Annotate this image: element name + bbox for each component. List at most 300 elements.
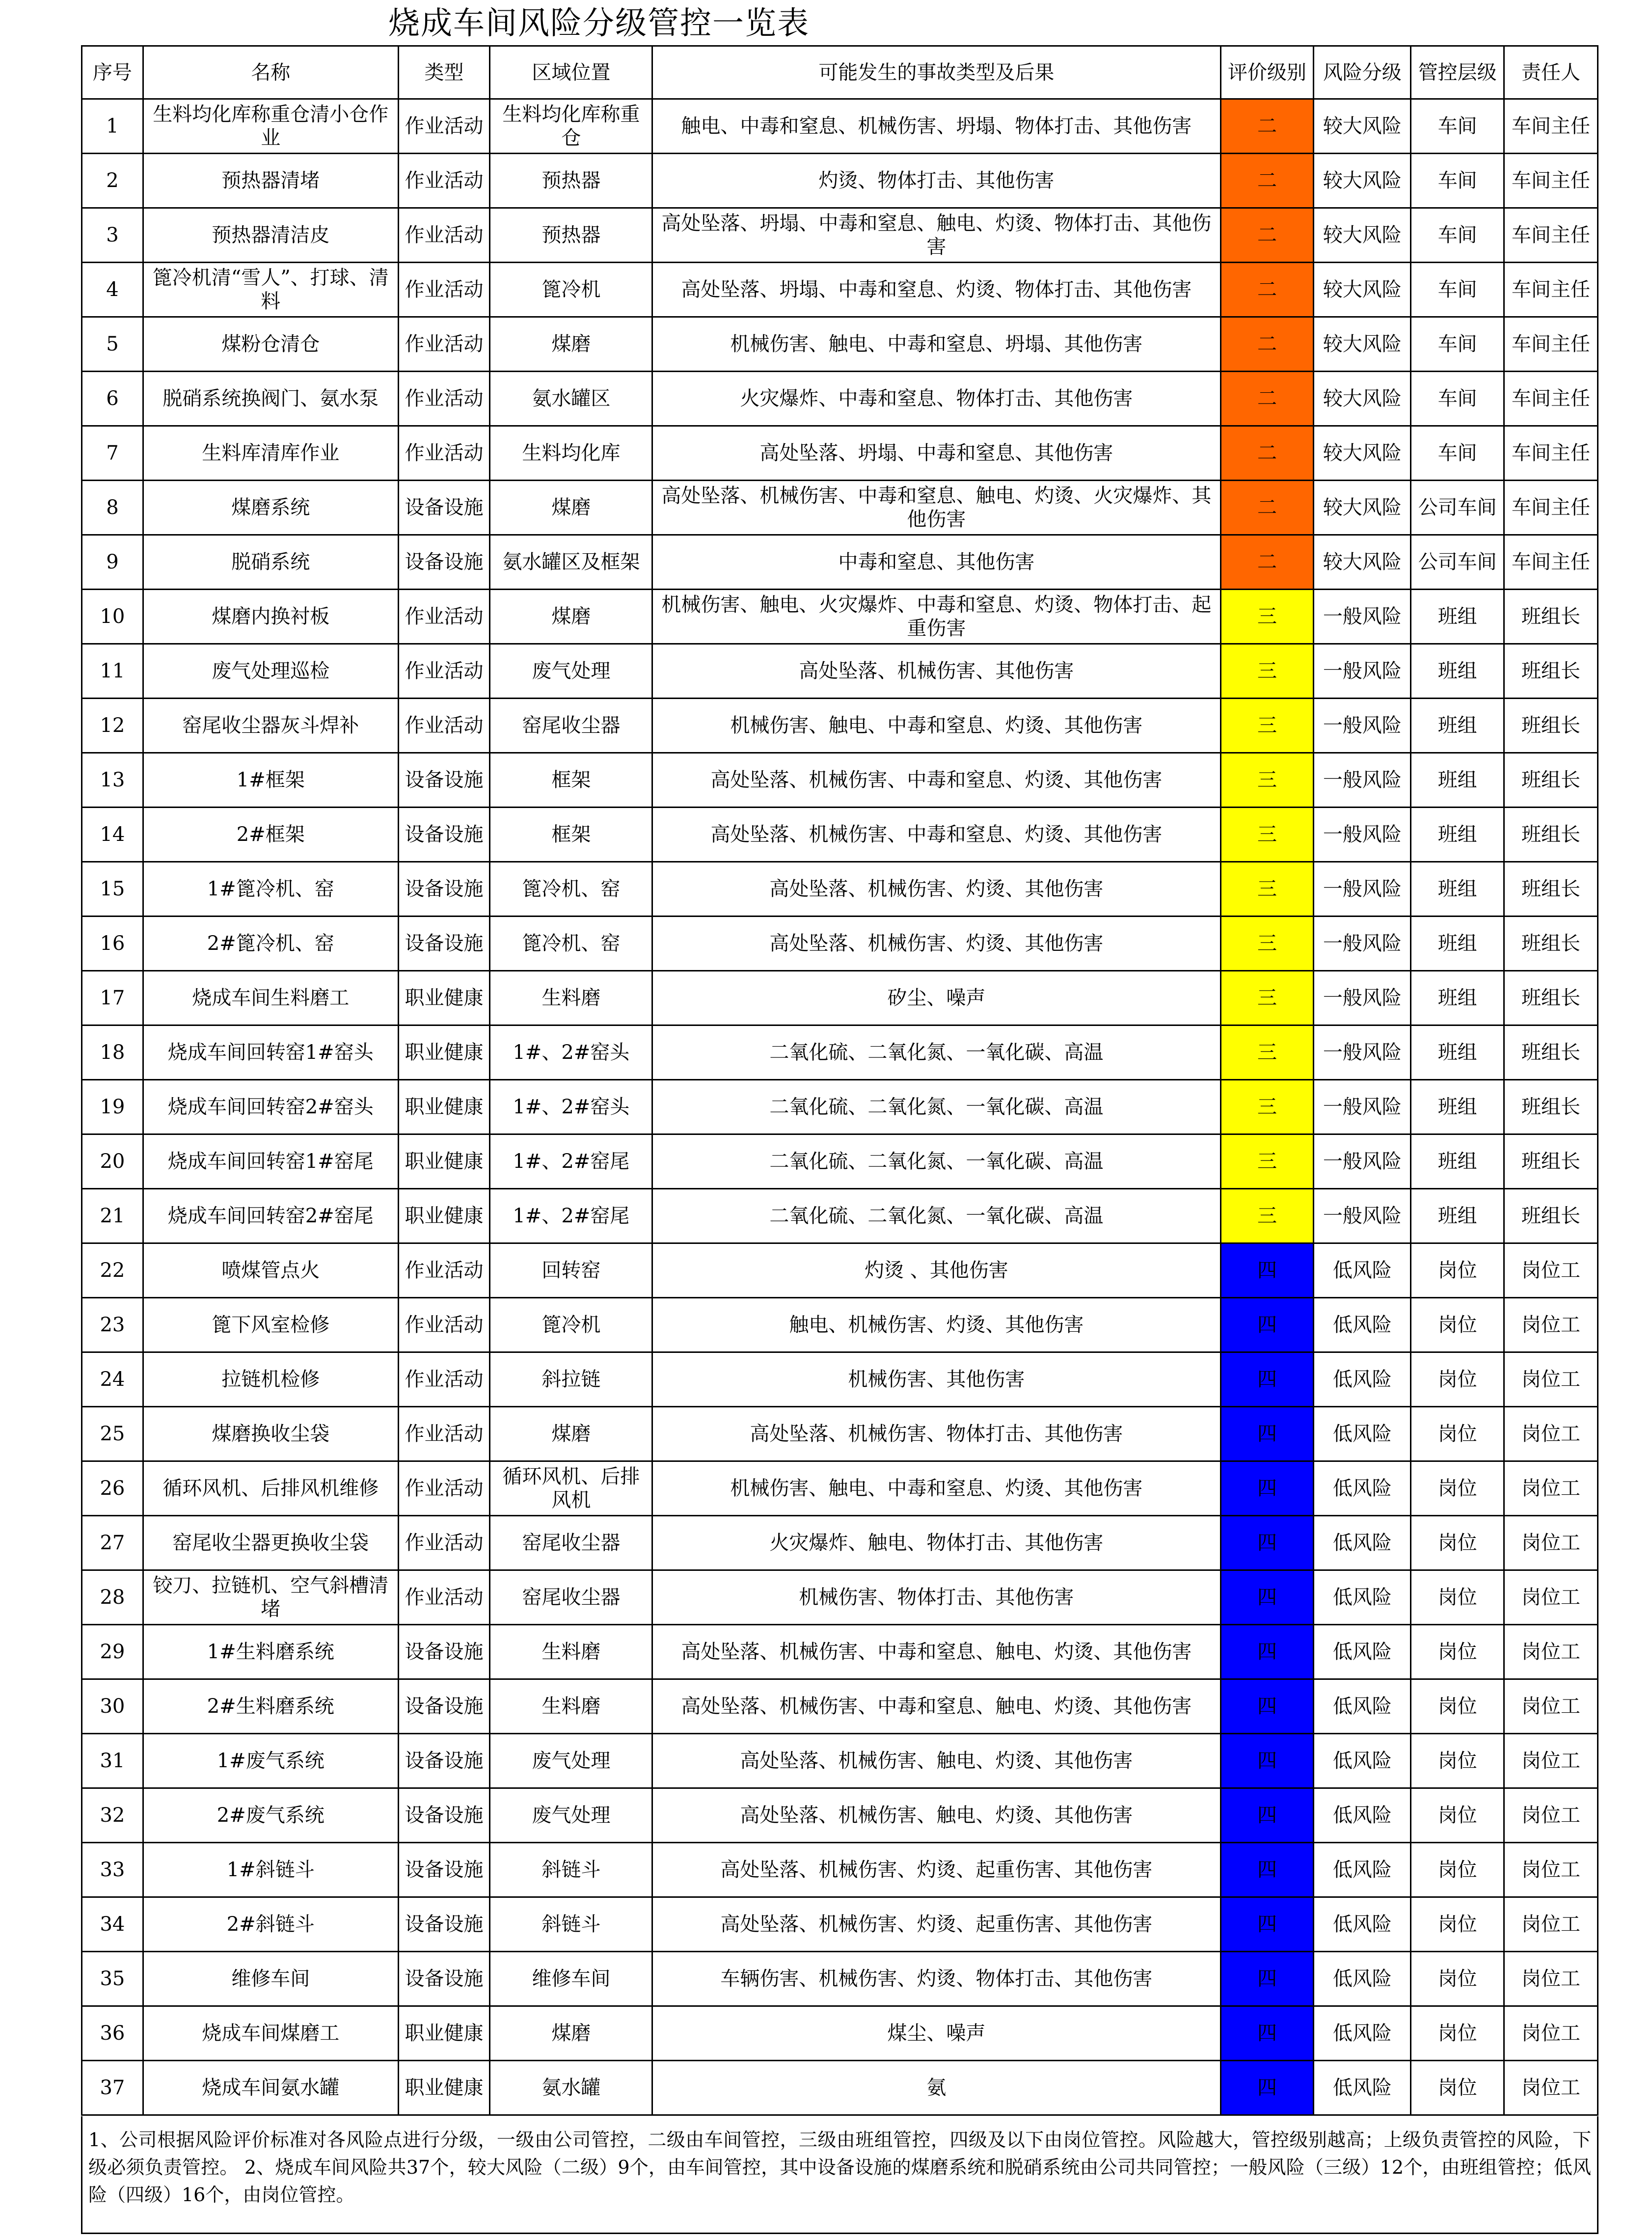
cell-name: 2#篦冷机、窑 xyxy=(143,916,398,971)
cell-risk: 一般风险 xyxy=(1314,1080,1411,1134)
cell-type: 职业健康 xyxy=(398,1189,490,1243)
table-row xyxy=(82,535,1598,590)
cell-risk: 低风险 xyxy=(1314,1243,1411,1298)
cell-area: 篦冷机 xyxy=(490,263,652,317)
cell-type: 作业活动 xyxy=(398,372,490,426)
cell-control: 岗位 xyxy=(1411,1679,1504,1734)
cell-area: 循环风机、后排风机 xyxy=(490,1461,652,1516)
cell-no: 11 xyxy=(82,644,143,699)
cell-hazard: 二氧化硫、二氧化氮、一氧化碳、高温 xyxy=(652,1025,1220,1080)
cell-area: 1#、2#窑尾 xyxy=(490,1134,652,1189)
cell-area: 氨水罐 xyxy=(490,2061,652,2115)
header-level: 评价级别 xyxy=(1220,46,1314,99)
cell-name: 煤磨换收尘袋 xyxy=(143,1407,398,1461)
cell-level: 四 xyxy=(1220,1952,1314,2006)
cell-control: 岗位 xyxy=(1411,2061,1504,2115)
cell-risk: 低风险 xyxy=(1314,1461,1411,1516)
cell-name: 1#生料磨系统 xyxy=(143,1625,398,1679)
cell-no: 32 xyxy=(82,1788,143,1843)
cell-level: 四 xyxy=(1220,1897,1314,1952)
cell-risk: 低风险 xyxy=(1314,1679,1411,1734)
cell-name: 预热器清堵 xyxy=(143,154,398,208)
cell-owner: 岗位工 xyxy=(1504,2006,1598,2061)
cell-area: 1#、2#窑头 xyxy=(490,1025,652,1080)
cell-owner: 班组长 xyxy=(1504,1080,1598,1134)
cell-name: 2#废气系统 xyxy=(143,1788,398,1843)
cell-type: 作业活动 xyxy=(398,263,490,317)
cell-hazard: 高处坠落、机械伤害、中毒和窒息、触电、灼烫、其他伤害 xyxy=(652,1679,1220,1734)
cell-owner: 班组长 xyxy=(1504,644,1598,699)
cell-area: 煤磨 xyxy=(490,1407,652,1461)
cell-area: 窑尾收尘器 xyxy=(490,1516,652,1570)
cell-owner: 车间主任 xyxy=(1504,317,1598,372)
table-row xyxy=(82,1516,1598,1570)
cell-area: 煤磨 xyxy=(490,2006,652,2061)
cell-name: 生料库清库作业 xyxy=(143,426,398,481)
cell-level: 四 xyxy=(1220,1679,1314,1734)
cell-area: 窑尾收尘器 xyxy=(490,1570,652,1625)
cell-level: 二 xyxy=(1220,481,1314,535)
cell-name: 1#篦冷机、窑 xyxy=(143,862,398,916)
cell-hazard: 机械伤害、触电、中毒和窒息、坍塌、其他伤害 xyxy=(652,317,1220,372)
cell-control: 班组 xyxy=(1411,699,1504,753)
cell-hazard: 触电、机械伤害、灼烫、其他伤害 xyxy=(652,1298,1220,1352)
cell-hazard: 火灾爆炸、触电、物体打击、其他伤害 xyxy=(652,1516,1220,1570)
cell-level: 三 xyxy=(1220,808,1314,862)
cell-owner: 班组长 xyxy=(1504,1025,1598,1080)
cell-no: 21 xyxy=(82,1189,143,1243)
cell-level: 三 xyxy=(1220,1134,1314,1189)
cell-no: 27 xyxy=(82,1516,143,1570)
cell-risk: 较大风险 xyxy=(1314,99,1411,154)
cell-risk: 低风险 xyxy=(1314,1843,1411,1897)
cell-no: 23 xyxy=(82,1298,143,1352)
cell-risk: 一般风险 xyxy=(1314,1189,1411,1243)
cell-owner: 岗位工 xyxy=(1504,1679,1598,1734)
cell-hazard: 高处坠落、坍塌、中毒和窒息、灼烫、物体打击、其他伤害 xyxy=(652,263,1220,317)
table-row xyxy=(82,317,1598,372)
cell-type: 设备设施 xyxy=(398,1788,490,1843)
cell-control: 岗位 xyxy=(1411,1788,1504,1843)
cell-area: 生料磨 xyxy=(490,1625,652,1679)
cell-no: 12 xyxy=(82,699,143,753)
cell-owner: 岗位工 xyxy=(1504,1788,1598,1843)
cell-name: 拉链机检修 xyxy=(143,1352,398,1407)
cell-area: 废气处理 xyxy=(490,1788,652,1843)
cell-hazard: 高处坠落、机械伤害、中毒和窒息、触电、灼烫、其他伤害 xyxy=(652,1625,1220,1679)
header-area: 区域位置 xyxy=(490,46,652,99)
cell-control: 岗位 xyxy=(1411,2006,1504,2061)
cell-hazard: 氨 xyxy=(652,2061,1220,2115)
cell-owner: 岗位工 xyxy=(1504,1461,1598,1516)
cell-level: 二 xyxy=(1220,535,1314,590)
cell-control: 班组 xyxy=(1411,1080,1504,1134)
cell-control: 车间 xyxy=(1411,317,1504,372)
cell-name: 预热器清洁皮 xyxy=(143,208,398,263)
cell-owner: 班组长 xyxy=(1504,1189,1598,1243)
table-row xyxy=(82,971,1598,1025)
cell-type: 设备设施 xyxy=(398,1679,490,1734)
cell-owner: 车间主任 xyxy=(1504,481,1598,535)
cell-owner: 班组长 xyxy=(1504,753,1598,808)
cell-risk: 低风险 xyxy=(1314,1570,1411,1625)
cell-hazard: 高处坠落、坍塌、中毒和窒息、触电、灼烫、物体打击、其他伤害 xyxy=(652,208,1220,263)
cell-name: 烧成车间回转窑2#窑尾 xyxy=(143,1189,398,1243)
cell-type: 职业健康 xyxy=(398,1134,490,1189)
cell-hazard: 火灾爆炸、中毒和窒息、物体打击、其他伤害 xyxy=(652,372,1220,426)
cell-hazard: 机械伤害、触电、中毒和窒息、灼烫、其他伤害 xyxy=(652,699,1220,753)
cell-owner: 班组长 xyxy=(1504,1134,1598,1189)
cell-risk: 一般风险 xyxy=(1314,808,1411,862)
cell-hazard: 机械伤害、物体打击、其他伤害 xyxy=(652,1570,1220,1625)
cell-type: 作业活动 xyxy=(398,1407,490,1461)
cell-no: 9 xyxy=(82,535,143,590)
cell-name: 铰刀、拉链机、空气斜槽清堵 xyxy=(143,1570,398,1625)
cell-type: 作业活动 xyxy=(398,1243,490,1298)
cell-control: 公司车间 xyxy=(1411,535,1504,590)
cell-risk: 一般风险 xyxy=(1314,862,1411,916)
cell-risk: 一般风险 xyxy=(1314,971,1411,1025)
cell-no: 14 xyxy=(82,808,143,862)
page-title: 烧成车间风险分级管控一览表 xyxy=(388,5,810,42)
cell-hazard: 高处坠落、机械伤害、物体打击、其他伤害 xyxy=(652,1407,1220,1461)
table-row xyxy=(82,1134,1598,1189)
header-control: 管控层级 xyxy=(1411,46,1504,99)
cell-risk: 低风险 xyxy=(1314,1516,1411,1570)
cell-name: 篦下风室检修 xyxy=(143,1298,398,1352)
cell-hazard: 中毒和窒息、其他伤害 xyxy=(652,535,1220,590)
cell-level: 三 xyxy=(1220,916,1314,971)
cell-no: 4 xyxy=(82,263,143,317)
cell-owner: 车间主任 xyxy=(1504,154,1598,208)
cell-type: 职业健康 xyxy=(398,2006,490,2061)
table-row xyxy=(82,208,1598,263)
cell-level: 四 xyxy=(1220,1843,1314,1897)
cell-no: 18 xyxy=(82,1025,143,1080)
cell-control: 班组 xyxy=(1411,862,1504,916)
cell-owner: 班组长 xyxy=(1504,590,1598,644)
cell-hazard: 灼烫 、其他伤害 xyxy=(652,1243,1220,1298)
table-row xyxy=(82,99,1598,154)
cell-control: 岗位 xyxy=(1411,1243,1504,1298)
cell-owner: 车间主任 xyxy=(1504,426,1598,481)
cell-owner: 车间主任 xyxy=(1504,208,1598,263)
cell-type: 作业活动 xyxy=(398,426,490,481)
table-row xyxy=(82,916,1598,971)
cell-level: 四 xyxy=(1220,1625,1314,1679)
cell-type: 设备设施 xyxy=(398,1625,490,1679)
cell-hazard: 矽尘、噪声 xyxy=(652,971,1220,1025)
cell-type: 设备设施 xyxy=(398,862,490,916)
cell-type: 作业活动 xyxy=(398,1461,490,1516)
cell-risk: 较大风险 xyxy=(1314,208,1411,263)
cell-no: 36 xyxy=(82,2006,143,2061)
cell-level: 三 xyxy=(1220,971,1314,1025)
cell-control: 车间 xyxy=(1411,99,1504,154)
cell-type: 作业活动 xyxy=(398,208,490,263)
cell-type: 职业健康 xyxy=(398,1025,490,1080)
cell-area: 废气处理 xyxy=(490,1734,652,1788)
cell-control: 班组 xyxy=(1411,753,1504,808)
cell-no: 20 xyxy=(82,1134,143,1189)
cell-no: 7 xyxy=(82,426,143,481)
table-row xyxy=(82,590,1598,644)
table-row xyxy=(82,2061,1598,2115)
table-row xyxy=(82,753,1598,808)
cell-area: 预热器 xyxy=(490,208,652,263)
cell-no: 37 xyxy=(82,2061,143,2115)
cell-name: 1#斜链斗 xyxy=(143,1843,398,1897)
cell-level: 二 xyxy=(1220,208,1314,263)
cell-area: 框架 xyxy=(490,808,652,862)
cell-owner: 岗位工 xyxy=(1504,1407,1598,1461)
cell-level: 四 xyxy=(1220,1407,1314,1461)
cell-area: 斜链斗 xyxy=(490,1897,652,1952)
cell-risk: 一般风险 xyxy=(1314,1025,1411,1080)
cell-owner: 岗位工 xyxy=(1504,1516,1598,1570)
cell-area: 煤磨 xyxy=(490,590,652,644)
cell-no: 17 xyxy=(82,971,143,1025)
table-row xyxy=(82,862,1598,916)
cell-risk: 较大风险 xyxy=(1314,426,1411,481)
header-risk: 风险分级 xyxy=(1314,46,1411,99)
cell-owner: 岗位工 xyxy=(1504,1952,1598,2006)
cell-control: 公司车间 xyxy=(1411,481,1504,535)
table-body xyxy=(82,99,1598,2115)
cell-level: 二 xyxy=(1220,426,1314,481)
cell-level: 四 xyxy=(1220,1461,1314,1516)
notes: 1、公司根据风险评价标准对各风险点进行分级，一级由公司管控，二级由车间管控，三级由班组管控，四级及以下由岗位管控。风险越大，管控级别越高；上级负责管控的风险，下级必须负责管控。 2、烧成车间风险共37个，较大风险（二级）9个，由车间管控，其中设备设施的煤磨系统和脱硝系统由公司共同管控；一般风险（三级）12个，由班组管控；低风险（四级）16个，由岗位管控。 xyxy=(81,2116,1598,2234)
cell-risk: 较大风险 xyxy=(1314,481,1411,535)
cell-owner: 车间主任 xyxy=(1504,372,1598,426)
cell-control: 岗位 xyxy=(1411,1570,1504,1625)
cell-owner: 岗位工 xyxy=(1504,2061,1598,2115)
cell-owner: 岗位工 xyxy=(1504,1897,1598,1952)
cell-no: 19 xyxy=(82,1080,143,1134)
cell-no: 8 xyxy=(82,481,143,535)
cell-risk: 低风险 xyxy=(1314,2061,1411,2115)
cell-control: 车间 xyxy=(1411,263,1504,317)
table-row xyxy=(82,1788,1598,1843)
table-row xyxy=(82,1352,1598,1407)
cell-owner: 岗位工 xyxy=(1504,1843,1598,1897)
cell-level: 四 xyxy=(1220,1570,1314,1625)
cell-area: 斜链斗 xyxy=(490,1843,652,1897)
cell-name: 烧成车间生料磨工 xyxy=(143,971,398,1025)
cell-area: 生料磨 xyxy=(490,1679,652,1734)
cell-control: 车间 xyxy=(1411,208,1504,263)
cell-no: 15 xyxy=(82,862,143,916)
cell-risk: 一般风险 xyxy=(1314,590,1411,644)
table-row xyxy=(82,808,1598,862)
cell-name: 2#斜链斗 xyxy=(143,1897,398,1952)
cell-no: 3 xyxy=(82,208,143,263)
cell-level: 四 xyxy=(1220,1788,1314,1843)
table-row xyxy=(82,1897,1598,1952)
table-row xyxy=(82,1407,1598,1461)
cell-level: 三 xyxy=(1220,1189,1314,1243)
cell-no: 13 xyxy=(82,753,143,808)
cell-hazard: 高处坠落、机械伤害、中毒和窒息、灼烫、其他伤害 xyxy=(652,808,1220,862)
cell-type: 职业健康 xyxy=(398,1080,490,1134)
cell-hazard: 高处坠落、机械伤害、灼烫、其他伤害 xyxy=(652,862,1220,916)
cell-control: 班组 xyxy=(1411,1134,1504,1189)
cell-type: 设备设施 xyxy=(398,481,490,535)
cell-control: 车间 xyxy=(1411,154,1504,208)
cell-control: 岗位 xyxy=(1411,1352,1504,1407)
cell-name: 煤磨内换衬板 xyxy=(143,590,398,644)
risk-table xyxy=(81,45,1598,2116)
cell-control: 班组 xyxy=(1411,590,1504,644)
cell-owner: 岗位工 xyxy=(1504,1570,1598,1625)
cell-hazard: 机械伤害、触电、中毒和窒息、灼烫、其他伤害 xyxy=(652,1461,1220,1516)
cell-area: 生料均化库 xyxy=(490,426,652,481)
cell-control: 车间 xyxy=(1411,426,1504,481)
cell-name: 维修车间 xyxy=(143,1952,398,2006)
cell-level: 四 xyxy=(1220,1516,1314,1570)
cell-control: 岗位 xyxy=(1411,1516,1504,1570)
table-row xyxy=(82,481,1598,535)
cell-no: 10 xyxy=(82,590,143,644)
cell-name: 烧成车间氨水罐 xyxy=(143,2061,398,2115)
cell-name: 煤磨系统 xyxy=(143,481,398,535)
cell-hazard: 高处坠落、坍塌、中毒和窒息、其他伤害 xyxy=(652,426,1220,481)
cell-type: 作业活动 xyxy=(398,1352,490,1407)
cell-risk: 一般风险 xyxy=(1314,699,1411,753)
cell-name: 2#框架 xyxy=(143,808,398,862)
cell-risk: 较大风险 xyxy=(1314,263,1411,317)
cell-control: 岗位 xyxy=(1411,1734,1504,1788)
cell-control: 班组 xyxy=(1411,808,1504,862)
cell-type: 设备设施 xyxy=(398,1952,490,2006)
table-row xyxy=(82,1952,1598,2006)
cell-hazard: 高处坠落、机械伤害、其他伤害 xyxy=(652,644,1220,699)
cell-type: 职业健康 xyxy=(398,971,490,1025)
cell-area: 氨水罐区及框架 xyxy=(490,535,652,590)
cell-name: 篦冷机清“雪人”、打球、清料 xyxy=(143,263,398,317)
cell-name: 烧成车间回转窑1#窑头 xyxy=(143,1025,398,1080)
cell-area: 窑尾收尘器 xyxy=(490,699,652,753)
cell-risk: 低风险 xyxy=(1314,1298,1411,1352)
cell-level: 三 xyxy=(1220,590,1314,644)
cell-no: 31 xyxy=(82,1734,143,1788)
cell-area: 篦冷机 xyxy=(490,1298,652,1352)
cell-level: 三 xyxy=(1220,699,1314,753)
cell-type: 作业活动 xyxy=(398,99,490,154)
cell-type: 作业活动 xyxy=(398,1298,490,1352)
cell-area: 煤磨 xyxy=(490,317,652,372)
cell-owner: 班组长 xyxy=(1504,808,1598,862)
cell-type: 作业活动 xyxy=(398,644,490,699)
cell-control: 岗位 xyxy=(1411,1952,1504,2006)
cell-type: 作业活动 xyxy=(398,317,490,372)
cell-owner: 班组长 xyxy=(1504,916,1598,971)
cell-hazard: 灼烫、物体打击、其他伤害 xyxy=(652,154,1220,208)
cell-level: 四 xyxy=(1220,1352,1314,1407)
cell-type: 设备设施 xyxy=(398,808,490,862)
cell-risk: 低风险 xyxy=(1314,1625,1411,1679)
table-row xyxy=(82,1843,1598,1897)
cell-control: 岗位 xyxy=(1411,1897,1504,1952)
cell-owner: 车间主任 xyxy=(1504,99,1598,154)
cell-hazard: 二氧化硫、二氧化氮、一氧化碳、高温 xyxy=(652,1134,1220,1189)
table-row xyxy=(82,154,1598,208)
cell-name: 废气处理巡检 xyxy=(143,644,398,699)
cell-hazard: 高处坠落、机械伤害、触电、灼烫、其他伤害 xyxy=(652,1734,1220,1788)
cell-no: 5 xyxy=(82,317,143,372)
cell-owner: 班组长 xyxy=(1504,862,1598,916)
table-row xyxy=(82,1625,1598,1679)
cell-type: 设备设施 xyxy=(398,1734,490,1788)
table-header-row xyxy=(82,46,1598,99)
cell-name: 1#废气系统 xyxy=(143,1734,398,1788)
cell-hazard: 机械伤害、触电、火灾爆炸、中毒和窒息、灼烫、物体打击、起重伤害 xyxy=(652,590,1220,644)
cell-area: 维修车间 xyxy=(490,1952,652,2006)
cell-no: 2 xyxy=(82,154,143,208)
cell-name: 烧成车间煤磨工 xyxy=(143,2006,398,2061)
cell-level: 二 xyxy=(1220,263,1314,317)
cell-area: 斜拉链 xyxy=(490,1352,652,1407)
cell-type: 设备设施 xyxy=(398,1843,490,1897)
table-row xyxy=(82,1243,1598,1298)
cell-name: 窑尾收尘器更换收尘袋 xyxy=(143,1516,398,1570)
cell-area: 预热器 xyxy=(490,154,652,208)
cell-no: 6 xyxy=(82,372,143,426)
cell-hazard: 高处坠落、机械伤害、灼烫、其他伤害 xyxy=(652,916,1220,971)
table-row xyxy=(82,426,1598,481)
cell-level: 三 xyxy=(1220,1080,1314,1134)
header-name: 名称 xyxy=(143,46,398,99)
cell-area: 篦冷机、窑 xyxy=(490,916,652,971)
cell-risk: 低风险 xyxy=(1314,1407,1411,1461)
cell-type: 设备设施 xyxy=(398,916,490,971)
cell-name: 烧成车间回转窑1#窑尾 xyxy=(143,1134,398,1189)
cell-hazard: 触电、中毒和窒息、机械伤害、坍塌、物体打击、其他伤害 xyxy=(652,99,1220,154)
cell-control: 岗位 xyxy=(1411,1843,1504,1897)
cell-level: 二 xyxy=(1220,317,1314,372)
cell-risk: 低风险 xyxy=(1314,1897,1411,1952)
cell-area: 篦冷机、窑 xyxy=(490,862,652,916)
cell-risk: 低风险 xyxy=(1314,1734,1411,1788)
cell-area: 1#、2#窑头 xyxy=(490,1080,652,1134)
cell-type: 设备设施 xyxy=(398,1897,490,1952)
cell-no: 25 xyxy=(82,1407,143,1461)
cell-risk: 较大风险 xyxy=(1314,154,1411,208)
table-row xyxy=(82,1298,1598,1352)
cell-type: 作业活动 xyxy=(398,1516,490,1570)
cell-control: 岗位 xyxy=(1411,1407,1504,1461)
cell-risk: 低风险 xyxy=(1314,2006,1411,2061)
cell-type: 职业健康 xyxy=(398,2061,490,2115)
header-hazard: 可能发生的事故类型及后果 xyxy=(652,46,1220,99)
table-row xyxy=(82,1679,1598,1734)
cell-risk: 较大风险 xyxy=(1314,317,1411,372)
table-row xyxy=(82,699,1598,753)
cell-hazard: 高处坠落、机械伤害、触电、灼烫、其他伤害 xyxy=(652,1788,1220,1843)
header-type: 类型 xyxy=(398,46,490,99)
cell-risk: 低风险 xyxy=(1314,1352,1411,1407)
cell-hazard: 车辆伤害、机械伤害、灼烫、物体打击、其他伤害 xyxy=(652,1952,1220,2006)
table-row xyxy=(82,1189,1598,1243)
cell-risk: 一般风险 xyxy=(1314,1134,1411,1189)
cell-name: 生料均化库称重仓清小仓作业 xyxy=(143,99,398,154)
cell-owner: 岗位工 xyxy=(1504,1625,1598,1679)
cell-control: 岗位 xyxy=(1411,1625,1504,1679)
table-row xyxy=(82,1734,1598,1788)
table-row xyxy=(82,1080,1598,1134)
cell-level: 四 xyxy=(1220,2061,1314,2115)
cell-risk: 一般风险 xyxy=(1314,644,1411,699)
